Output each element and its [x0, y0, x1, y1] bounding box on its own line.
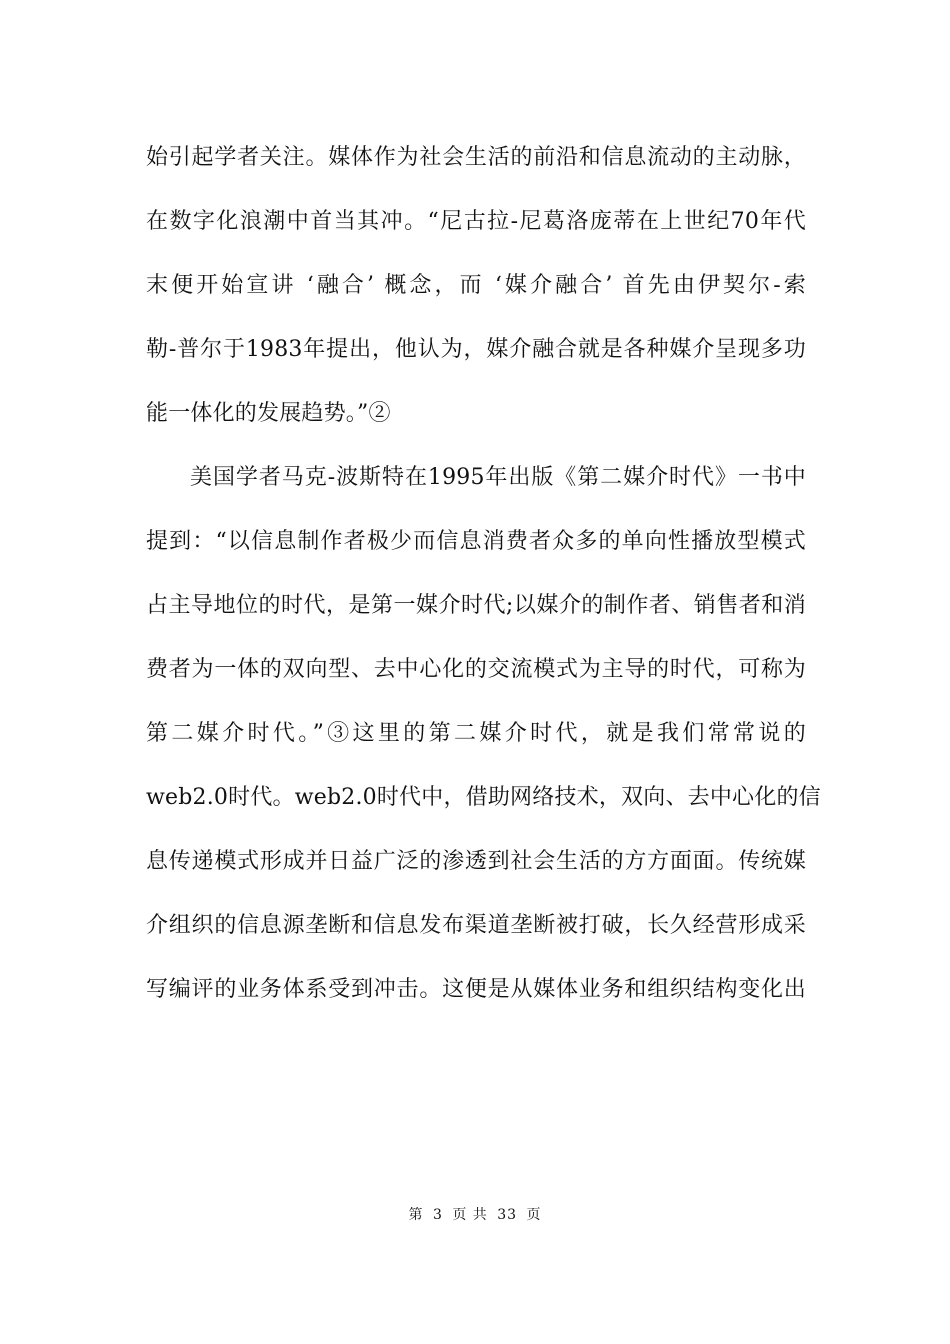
document-body	[146, 126, 821, 1022]
footer-middle: 页 共	[452, 1207, 488, 1223]
footer-prefix: 第	[408, 1207, 424, 1223]
text-line: 能一体化的发展趋势。”②	[146, 401, 391, 426]
footer-suffix: 页	[526, 1207, 542, 1223]
text-line: 勒-普尔于1983年提出，他认为，媒介融合就是各种媒介呈现多功	[146, 337, 806, 362]
footer-current-page: 3	[432, 1207, 443, 1223]
text-line: 美国学者马克-波斯特在1995年出版《第二媒介时代》一书中	[190, 465, 806, 490]
text-line: 写编评的业务体系受到冲击。这便是从媒体业务和组织结构变化出	[146, 977, 806, 1002]
text-line: 在数字化浪潮中首当其冲。“尼古拉-尼葛洛庞蒂在上世纪70年代	[146, 209, 806, 234]
footer-total-pages: 33	[497, 1207, 518, 1223]
text-line: 占主导地位的时代，是第一媒介时代;以媒介的制作者、销售者和消	[146, 593, 806, 618]
text-line: 息传递模式形成并日益广泛的渗透到社会生活的方方面面。传统媒	[146, 849, 806, 874]
text-line: 费者为一体的双向型、去中心化的交流模式为主导的时代，可称为	[146, 657, 806, 682]
text-line: web2.0时代。web2.0时代中，借助网络技术，双向、去中心化的信	[146, 785, 821, 810]
text-line: 末便开始宣讲 ‘融合’ 概念，而 ‘媒介融合’ 首先由伊契尔-索	[146, 273, 806, 298]
text-line: 提到：“以信息制作者极少而信息消费者众多的单向性播放型模式	[146, 529, 806, 554]
page-footer	[0, 1204, 950, 1224]
text-line: 第二媒介时代。”③这里的第二媒介时代，就是我们常常说的	[146, 721, 806, 746]
text-line: 介组织的信息源垄断和信息发布渠道垄断被打破，长久经营形成采	[146, 913, 806, 938]
text-line: 始引起学者关注。媒体作为社会生活的前沿和信息流动的主动脉，	[146, 145, 806, 170]
